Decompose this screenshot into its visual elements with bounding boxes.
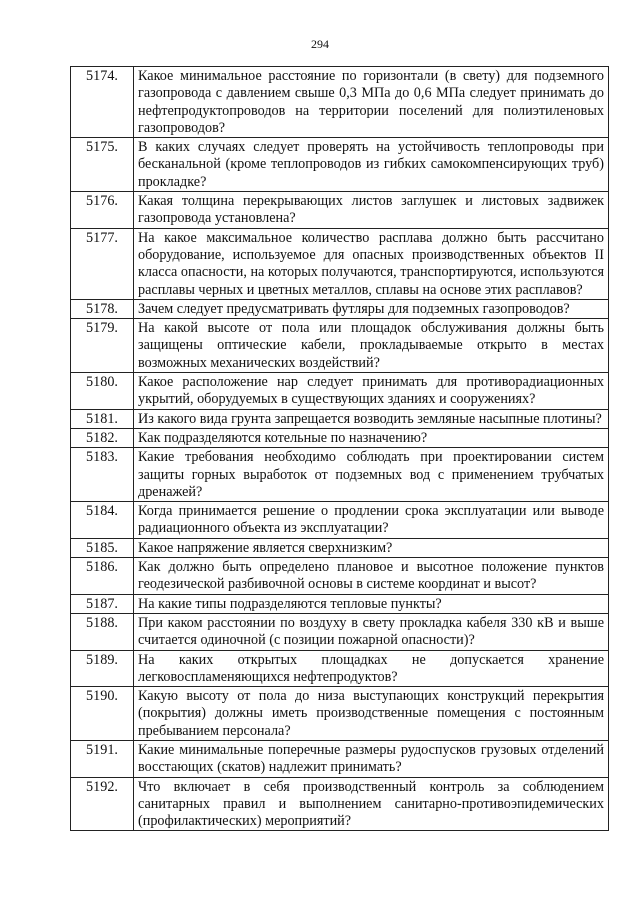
question-number: 5192.: [71, 777, 134, 831]
question-text: Из какого вида грунта запрещается возводить земляные насыпные плотины?: [134, 409, 609, 428]
question-number: 5188.: [71, 613, 134, 650]
table-row: [71, 613, 609, 650]
table-row: [71, 538, 609, 557]
question-number: 5180.: [71, 373, 134, 410]
table-row: [71, 373, 609, 410]
question-number: 5177.: [71, 228, 134, 299]
question-text: Какую высоту от пола до низа выступающих конструкций перекрытия (покрытия) должны иметь производственные помещения с постоянным пребыванием персонала?: [134, 687, 609, 741]
table-row: [71, 558, 609, 595]
table-row: [71, 594, 609, 613]
question-number: 5175.: [71, 138, 134, 192]
table-row: [71, 67, 609, 138]
question-number: 5190.: [71, 687, 134, 741]
question-text: В каких случаях следует проверять на устойчивость теплопроводы при бесканальной (кроме теплопроводов из гибких самокомпенсирующих труб) прокладке?: [134, 138, 609, 192]
table-row: [71, 138, 609, 192]
question-text: На какое максимальное количество расплава должно быть рассчитано оборудование, используемое для опасных производственных объектов II класса опасности, на которых получаются, транспортируются, используются расплавы черных и цветных металлов, сплавы на основе этих расплавов?: [134, 228, 609, 299]
question-text: Какое минимальное расстояние по горизонтали (в свету) для подземного газопровода с давлением свыше 0,3 МПа до 0,6 МПа следует принимать до нефтепродуктопроводов на территории поселений для полиэтиленовых газопроводов?: [134, 67, 609, 138]
question-number: 5181.: [71, 409, 134, 428]
question-text: Зачем следует предусматривать футляры для подземных газопроводов?: [134, 299, 609, 318]
table-row: [71, 448, 609, 502]
question-number: 5183.: [71, 448, 134, 502]
table-row: [71, 299, 609, 318]
question-number: 5189.: [71, 650, 134, 687]
table-row: [71, 428, 609, 447]
table-row: [71, 502, 609, 539]
question-text: Какая толщина перекрывающих листов заглушек и листовых задвижек газопровода установлена?: [134, 192, 609, 229]
question-text: На какие типы подразделяются тепловые пункты?: [134, 594, 609, 613]
questions-table-body: [71, 67, 609, 831]
question-number: 5178.: [71, 299, 134, 318]
question-text: Какие минимальные поперечные размеры рудоспусков грузовых отделений восстающих (скатов) надлежит принимать?: [134, 740, 609, 777]
question-number: 5179.: [71, 319, 134, 373]
question-text: Что включает в себя производственный контроль за соблюдением санитарных правил и выполнением санитарно-противоэпидемических (профилактических) мероприятий?: [134, 777, 609, 831]
question-text: Какое напряжение является сверхнизким?: [134, 538, 609, 557]
question-number: 5186.: [71, 558, 134, 595]
question-number: 5182.: [71, 428, 134, 447]
question-text: Как подразделяются котельные по назначению?: [134, 428, 609, 447]
table-row: [71, 409, 609, 428]
question-number: 5191.: [71, 740, 134, 777]
page-number: 294: [311, 37, 329, 51]
question-text: Как должно быть определено плановое и высотное положение пунктов геодезической разбивочной основы в системе координат и высот?: [134, 558, 609, 595]
questions-table: [70, 66, 609, 831]
table-row: [71, 687, 609, 741]
question-text: На каких открытых площадках не допускается хранение легковоспламеняющихся нефтепродуктов?: [134, 650, 609, 687]
table-row: [71, 650, 609, 687]
table-row: [71, 319, 609, 373]
question-number: 5187.: [71, 594, 134, 613]
question-number: 5184.: [71, 502, 134, 539]
table-row: [71, 777, 609, 831]
question-text: Когда принимается решение о продлении срока эксплуатации или выводе радиационного объекта из эксплуатации?: [134, 502, 609, 539]
question-number: 5174.: [71, 67, 134, 138]
table-row: [71, 192, 609, 229]
table-row: [71, 740, 609, 777]
table-row: [71, 228, 609, 299]
question-text: При каком расстоянии по воздуху в свету прокладка кабеля 330 кВ и выше считается одиночной (с позиции пожарной опасности)?: [134, 613, 609, 650]
question-text: Какие требования необходимо соблюдать при проектировании систем защиты горных выработок от подземных вод с применением трубчатых дренажей?: [134, 448, 609, 502]
question-text: На какой высоте от пола или площадок обслуживания должны быть защищены оптические кабели, прокладываемые открыто в местах возможных механических воздействий?: [134, 319, 609, 373]
question-number: 5176.: [71, 192, 134, 229]
question-text: Какое расположение нар следует принимать для противорадиационных укрытий, оборудуемых в существующих зданиях и сооружениях?: [134, 373, 609, 410]
question-number: 5185.: [71, 538, 134, 557]
